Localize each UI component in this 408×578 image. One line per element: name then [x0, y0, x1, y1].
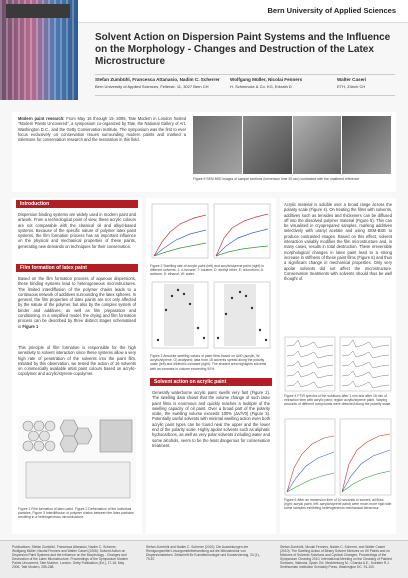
data-point	[177, 289, 179, 291]
data-point	[231, 297, 233, 299]
latex-sphere	[23, 441, 33, 451]
decorative-color-band	[0, 0, 78, 100]
intro-label: Modern paint research:	[18, 116, 65, 121]
publication-3: Stefan Zumbühl, Nicolai Fenners, Nadim C. Scherrer, and Walter Caseri (2010): The Swelling Action of Binary Solvent Mixtures on Oil Paints and on Mixtures of Solvents Solutions and Cyclical Changes. Proceedings of the Symposium Cleaning 2010, International Meeting on the Cleaning of Painted Surfaces, Valencia, Spain. Ed. Mecklenburg M., Charola A.E., Koestler R.J. Smithsonian Institution Scholarly Press, Washington DC, 91-100.	[280, 545, 392, 569]
shaded-area	[224, 284, 256, 346]
microstructure-panel	[26, 462, 130, 498]
swelling-chart-right	[214, 204, 270, 258]
latex-sphere	[45, 421, 55, 431]
data-point	[245, 295, 247, 297]
publication-2: Stefan Zumbühl and Nadim C. Scherrer (2010): Die Auswirkungen der Reinigungsmittel Lösungsmittelbehandlung auf die Mikrostruktur von Dispersionsfarben. Zeitschrift für Kunsttechnologie und Konservierung, 24 (1), 79-87.	[146, 545, 260, 561]
author-group-2	[230, 77, 320, 89]
swelling-chart-left	[152, 204, 208, 258]
figure-1-caption: Figure 1 Film formation of latex paint. Figure 2 Deformation of the individual particles. Figure 3 Interdiffusion of polymer chains between the latex particles resulting in a heterogeneous microstructure.	[18, 507, 134, 520]
author-names: Stefan Zumbühl, Francesca Attanasio, Nadim C. Scherrer	[95, 77, 220, 82]
logo-image	[6, 4, 70, 18]
deformed-particle	[60, 436, 78, 452]
latex-sphere	[23, 421, 33, 431]
sem-image	[243, 116, 292, 174]
author-names: Walter Caseri	[337, 77, 367, 82]
data-point	[203, 337, 205, 339]
solvent-action-heading: Solvent action on acrylic paint	[150, 378, 272, 386]
stiffness-chart-left	[285, 419, 335, 495]
swelling-scatter-right	[214, 282, 270, 348]
shaded-area	[164, 284, 194, 346]
figure-4-caption: Figure 4 FTIR spectra of the solutions after 1 min and after 15 min of extraction time with acrylic paint; region acrylic/styrene paint. Varying amounts of different compounds were detected along the polarity scale.	[284, 394, 392, 407]
intro-body: From May 16 through 19, 2006, Tate Modern in London hosted "Modern Paints Uncovered", a symposium co-organized by Tate, the National Gallery of Art, Washington D.C., and the Getty Conservation Institute. The symposium was the first to ever focus exclusively on conservation issues surrounding modern paints and marked a milestone for conservation research and the restoration in this field.	[18, 116, 186, 143]
data-point	[217, 337, 219, 339]
figure-3-caption: Figure 3 Absolute swelling values of paint films based on Δl/l0 (acrylic, W; acrylic/styrene, O) analysed; data from 16 solvents spread along the polarity scale (left) and dielectric constant (right). The shaded area highlights solvents with an increase in volume exceeding 50%.	[150, 354, 267, 371]
film-formation-body: Based on the film formation process of aqueous dispersions, these binding systems lead to heterogeneous microstructures. The limited interdiffusion of the polymer chains leads to a continuous network of additives surrounding the latex spheres. In general, the film properties of latex paints are not only affected by the nature of the polymer, but also by the complex system of binder and additives, as well as film preparation and conditioning. In a simplified model, the drying and film formation process can be described by three distinct stages schematised in	[18, 276, 136, 329]
film-formation-text-1	[18, 276, 136, 329]
intro-text	[18, 116, 186, 142]
figure-6-stiffness-charts	[284, 418, 392, 496]
author-affiliation: Bern University of Applied Sciences, Fellerstr. 11, 3027 Bern CH	[95, 84, 209, 89]
institution-name: Bern University of Applied Sciences	[267, 6, 396, 15]
data-point	[189, 303, 191, 305]
data-point	[171, 295, 173, 297]
figure-9-caption: Figure 9 SEM BSE images of sample sections (immersion time 30 sec) contrasted with the unaltered reference	[193, 177, 360, 181]
latex-sphere	[29, 431, 39, 441]
introduction-text: Dispersion binding systems are widely used in modern paint and artwork. From a technological point of view, these acrylic colours are not comparable with the classical oil and alkyd-based systems. Because of the specific nature of polymer latex paint systems, the film formation process has an important influence on the physical and mechanical properties of these paints, generating new demands on techniques for their conservation.	[18, 212, 136, 249]
data-point	[197, 327, 199, 329]
data-point	[265, 339, 267, 341]
latex-sphere	[40, 431, 50, 441]
stiffness-chart-right	[340, 419, 391, 495]
latex-sphere	[34, 421, 44, 431]
publications-footer	[0, 540, 408, 578]
author-group-3	[337, 77, 392, 89]
film-formation-text-2: This principle of film formation is responsible for the high sensitivity to solvent interaction since these systems allow a very high rate of penetration of the solvents into the paint film. Initiated by this observation, we tested the action of 16 solvents on commercially available artist paint colours based on acrylic-copolymer and acrylic/styrene-copolymer.	[18, 345, 136, 377]
sem-image	[342, 116, 391, 174]
data-point	[259, 329, 261, 331]
results-text: Acrylic material is soluble over a broad range across the polarity scale (Figure 4). On treating the films with solvents, additives such as tensides and thickeners can be diffused off into the dissolved polymer material (Figure 5). This can be visualised in cryoprepared samples, marking additives selectively with uranyl acetate and using SEM-BSE to produce contrasted images. Based on this effect, solvent interaction variably modifies the film microstructure and, in many cases, results in total destruction. These irreversible morphological changes in latex paint lead to a strong increase in stiffness of these paint films (Figure 6) and thus a significant change in mechanical properties. Only very apolar solvents did not affect the microstructure. Conservation treatments with solvents should thus be well thought of.	[284, 202, 392, 282]
figure-6-caption: Figure 6 After an immersion time of 10 seconds in solvent, all films (right: acrylic paint, left: acrylic/styrene paint) were much more rigid with some samples exhibiting heterogeneous mechanical behaviour.	[284, 498, 392, 511]
solvent-action-text: Generally waterborne acrylic paint swells very fast (Figure 2). The swelling data shows that the volume change of such latex paint films is enormous and quickly reaches a multiple of the swelling capacity of oil paint. Over a broad part of the polarity scale, the swelling volume exceeds 100% (ΔV/V0) (Figure 3). Potentially useful solvents with minimal swelling action even both acrylic paint types can be found near the upper and the lower end of the polarity scale. Highly apolar solvents such as aliphatic hydrocarbons, as well as very polar solvents including water and some alcohols, seem to be the least dangerous for conservation treatment.	[152, 390, 270, 448]
figure-2-caption: Figure 2 Swelling rate of acrylic paint (left) and acrylic/styrene paint (right) in different solvents: 1: n-hexane; 7: toluene; D: diethyl ether; E: chloroform; A: acetone; 8: ethanol; W: water.	[150, 264, 265, 277]
publication-1: Publications: Stefan Zumbühl, Francesca Attanasio, Nadim C. Scherrer, Wolfgang Müller, Nicolai Fenners and Walter Caseri (2006): Solvent Action on Dispersion Paint Systems and the Influence on the Morphology - Changes and Destruction of the Latex Microstructure. Proceedings of the Symposium Modern Paints Uncovered, Tate Modern, London. Getty Publication (Ed.), 17-18, May 2006, Tate Modern, 255-268.	[12, 545, 129, 569]
poster-title: Solvent Action on Dispersion Paint Systems and the Influence on the Morphology - Changes and Destruction of the Latex Microstructure	[95, 32, 391, 67]
figure-4-ftir-spectra	[284, 336, 392, 392]
author-affiliation: ETH, Zürich CH	[337, 84, 366, 89]
coalesced-film	[100, 420, 132, 452]
latex-sphere	[34, 441, 44, 451]
figure-2-swelling-charts	[150, 202, 272, 262]
data-point	[165, 309, 167, 311]
sem-image	[193, 116, 242, 174]
data-point	[239, 291, 241, 293]
figure-1-ref: Figure 1	[22, 323, 39, 329]
data-point	[183, 293, 185, 295]
figure-3-swelling-values	[150, 280, 272, 352]
data-point	[157, 339, 159, 341]
chart-frame	[152, 204, 208, 258]
author-affiliation: H. Schmincke & Co. KG, Erkrath D	[230, 84, 292, 89]
author-group-1	[95, 77, 220, 89]
sem-image-strip	[193, 116, 391, 174]
data-point	[225, 313, 227, 315]
figure-1-illustration	[18, 416, 136, 504]
film-formation-heading: Film formation of latex paint	[16, 264, 138, 272]
data-point	[251, 307, 253, 309]
chart-frame	[340, 419, 391, 495]
authors-row	[95, 74, 395, 96]
author-names: Wolfgang Müller, Nicolai Fenners	[230, 77, 303, 82]
sem-image	[293, 116, 342, 174]
introduction-heading: Introduction	[16, 200, 138, 208]
latex-sphere	[45, 441, 55, 451]
swelling-scatter-left	[152, 282, 208, 348]
